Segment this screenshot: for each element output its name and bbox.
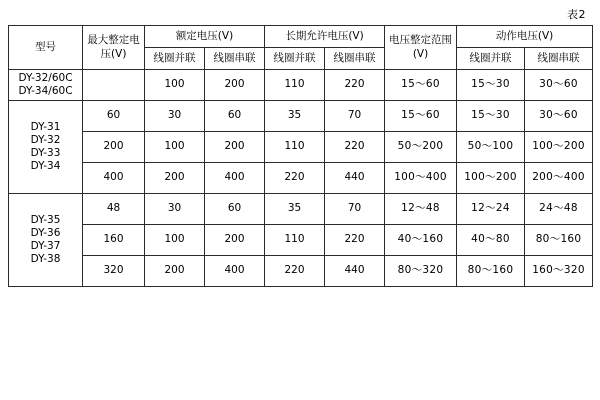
cell-rated-parallel: 30	[145, 101, 205, 132]
cell-allow-parallel: 110	[265, 70, 325, 101]
header-allowable-parallel: 线圈并联	[265, 48, 325, 70]
header-rated-parallel: 线圈并联	[145, 48, 205, 70]
cell-max-set	[83, 70, 145, 101]
cell-allow-series: 220	[325, 132, 385, 163]
table-row	[9, 70, 593, 101]
cell-set-range: 15～60	[385, 70, 457, 101]
header-model: 型号	[9, 26, 83, 70]
cell-rated-parallel: 200	[145, 163, 205, 194]
header-max-set-voltage-line1: 最大整定电压(V)	[87, 33, 140, 60]
table-row	[9, 132, 593, 163]
header-action-voltage: 动作电压(V)	[457, 26, 593, 48]
cell-allow-parallel: 35	[265, 194, 325, 225]
header-row-groups	[9, 26, 593, 48]
model-label: DY-35	[30, 213, 61, 226]
cell-rated-series: 60	[205, 194, 265, 225]
cell-set-range: 15～60	[385, 101, 457, 132]
cell-allow-parallel: 220	[265, 256, 325, 287]
cell-act-parallel: 15～30	[457, 101, 525, 132]
cell-act-series: 100～200	[525, 132, 593, 163]
cell-act-parallel: 80～160	[457, 256, 525, 287]
cell-rated-series: 60	[205, 101, 265, 132]
relay-voltage-spec-table	[8, 25, 593, 287]
header-allowable-voltage: 长期允许电压(V)	[265, 26, 385, 48]
table-row	[9, 163, 593, 194]
cell-allow-series: 70	[325, 101, 385, 132]
spec-table-container	[8, 25, 592, 287]
cell-max-set: 60	[83, 101, 145, 132]
cell-allow-parallel: 110	[265, 225, 325, 256]
cell-set-range: 12～48	[385, 194, 457, 225]
model-label: DY-38	[30, 253, 61, 266]
table-caption: 表2	[567, 8, 586, 21]
cell-act-series: 160～320	[525, 256, 593, 287]
model-label: DY-34	[30, 160, 61, 173]
cell-rated-series: 200	[205, 132, 265, 163]
cell-rated-series: 400	[205, 163, 265, 194]
header-action-parallel: 线圈并联	[457, 48, 525, 70]
model-cell	[9, 70, 83, 101]
cell-allow-series: 70	[325, 194, 385, 225]
cell-max-set: 320	[83, 256, 145, 287]
cell-max-set: 400	[83, 163, 145, 194]
cell-set-range: 100～400	[385, 163, 457, 194]
cell-act-series: 30～60	[525, 101, 593, 132]
header-set-range	[385, 26, 457, 70]
cell-act-parallel: 12～24	[457, 194, 525, 225]
header-max-set-voltage	[83, 26, 145, 70]
cell-rated-series: 200	[205, 225, 265, 256]
cell-allow-series: 220	[325, 225, 385, 256]
cell-rated-series: 200	[205, 70, 265, 101]
header-rated-voltage: 额定电压(V)	[145, 26, 265, 48]
table-row	[9, 225, 593, 256]
model-cell	[9, 101, 83, 194]
table-row	[9, 101, 593, 132]
cell-rated-parallel: 100	[145, 225, 205, 256]
cell-act-series: 30～60	[525, 70, 593, 101]
model-cell	[9, 194, 83, 287]
cell-act-parallel: 50～100	[457, 132, 525, 163]
table-row	[9, 194, 593, 225]
header-set-range-label: 电压整定范围(V)	[389, 33, 453, 60]
cell-allow-parallel: 220	[265, 163, 325, 194]
model-label: DY-36	[30, 226, 61, 239]
cell-rated-parallel: 30	[145, 194, 205, 225]
model-label: DY-37	[30, 240, 61, 252]
cell-set-range: 40～160	[385, 225, 457, 256]
cell-max-set: 200	[83, 132, 145, 163]
model-label: DY-32	[30, 133, 61, 146]
cell-max-set: 48	[83, 194, 145, 225]
table-row	[9, 256, 593, 287]
cell-rated-parallel: 200	[145, 256, 205, 287]
cell-allow-series: 440	[325, 163, 385, 194]
cell-allow-parallel: 35	[265, 101, 325, 132]
model-label: DY-31	[30, 120, 61, 133]
header-allowable-series: 线圈串联	[325, 48, 385, 70]
header-rated-series: 线圈串联	[205, 48, 265, 70]
cell-act-parallel: 40～80	[457, 225, 525, 256]
model-label: DY-32/60C	[18, 71, 73, 84]
cell-set-range: 80～320	[385, 256, 457, 287]
model-label: DY-34/60C	[18, 85, 73, 97]
cell-act-series: 200～400	[525, 163, 593, 194]
cell-allow-parallel: 110	[265, 132, 325, 163]
cell-rated-series: 400	[205, 256, 265, 287]
cell-rated-parallel: 100	[145, 132, 205, 163]
cell-act-parallel: 15～30	[457, 70, 525, 101]
cell-rated-parallel: 100	[145, 70, 205, 101]
cell-act-series: 24～48	[525, 194, 593, 225]
cell-act-parallel: 100～200	[457, 163, 525, 194]
cell-allow-series: 220	[325, 70, 385, 101]
cell-max-set: 160	[83, 225, 145, 256]
cell-act-series: 80～160	[525, 225, 593, 256]
cell-allow-series: 440	[325, 256, 385, 287]
cell-set-range: 50～200	[385, 132, 457, 163]
header-action-series: 线圈串联	[525, 48, 593, 70]
model-label: DY-33	[30, 147, 61, 159]
